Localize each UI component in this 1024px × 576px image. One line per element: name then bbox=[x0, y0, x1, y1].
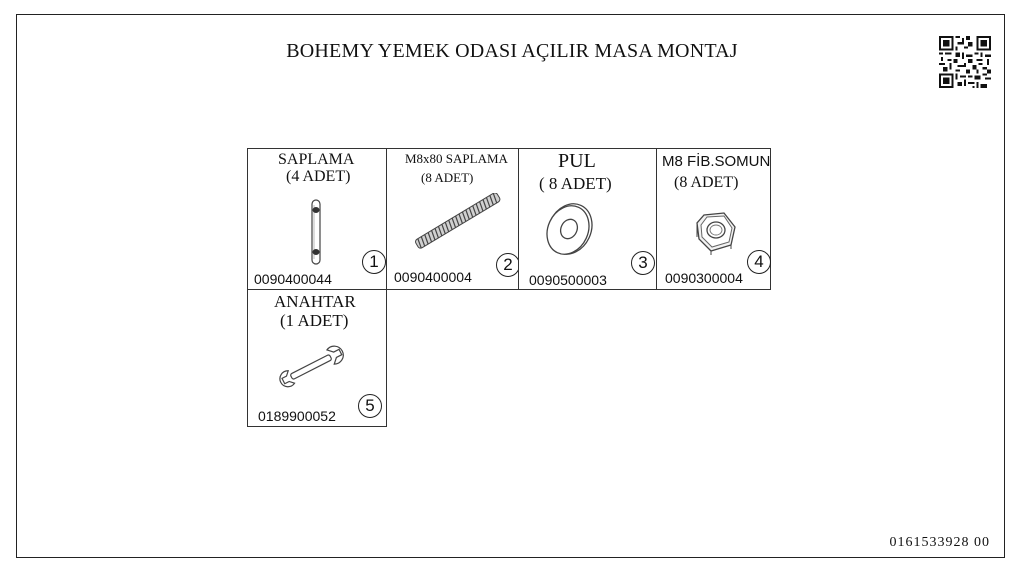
qr-code bbox=[939, 36, 991, 88]
part-cell-saplama bbox=[247, 148, 387, 290]
part-index-badge: 5 bbox=[358, 394, 382, 418]
document-number: 0161533928 00 bbox=[889, 535, 990, 550]
part-index-badge: 3 bbox=[631, 251, 655, 275]
document-title: BOHEMY YEMEK ODASI AÇILIR MASA MONTAJ bbox=[286, 40, 738, 62]
part-cell-m8-fib-somun bbox=[656, 148, 771, 290]
part-quantity: (8 ADET) bbox=[421, 170, 474, 185]
part-code: 0090400004 bbox=[394, 269, 472, 285]
washer-icon bbox=[541, 199, 597, 257]
part-code: 0090400044 bbox=[254, 271, 332, 287]
wrench-icon bbox=[276, 342, 346, 392]
part-quantity: (1 ADET) bbox=[280, 311, 349, 330]
part-code: 0090300004 bbox=[665, 270, 743, 286]
dowel-pin-icon bbox=[304, 197, 328, 269]
part-name: M8x80 SAPLAMA bbox=[405, 151, 508, 166]
part-index-badge: 2 bbox=[496, 253, 520, 277]
part-name: ANAHTAR bbox=[274, 292, 356, 311]
part-index-badge: 4 bbox=[747, 250, 771, 274]
part-code: 0090500003 bbox=[529, 272, 607, 288]
part-name: M8 FİB.SOMUN bbox=[662, 153, 771, 170]
part-name: SAPLAMA bbox=[278, 151, 355, 168]
part-cell-anahtar bbox=[247, 289, 387, 427]
nylon-lock-nut-icon bbox=[691, 207, 741, 257]
part-quantity: (8 ADET) bbox=[674, 174, 739, 191]
part-index-badge: 1 bbox=[362, 250, 386, 274]
part-code: 0189900052 bbox=[258, 408, 336, 424]
part-cell-m8x80-saplama bbox=[386, 148, 519, 290]
part-name: PUL bbox=[558, 150, 596, 172]
part-cell-pul bbox=[518, 148, 657, 290]
part-quantity: (4 ADET) bbox=[286, 168, 351, 185]
part-quantity: ( 8 ADET) bbox=[539, 174, 612, 193]
threaded-rod-icon bbox=[411, 193, 503, 255]
